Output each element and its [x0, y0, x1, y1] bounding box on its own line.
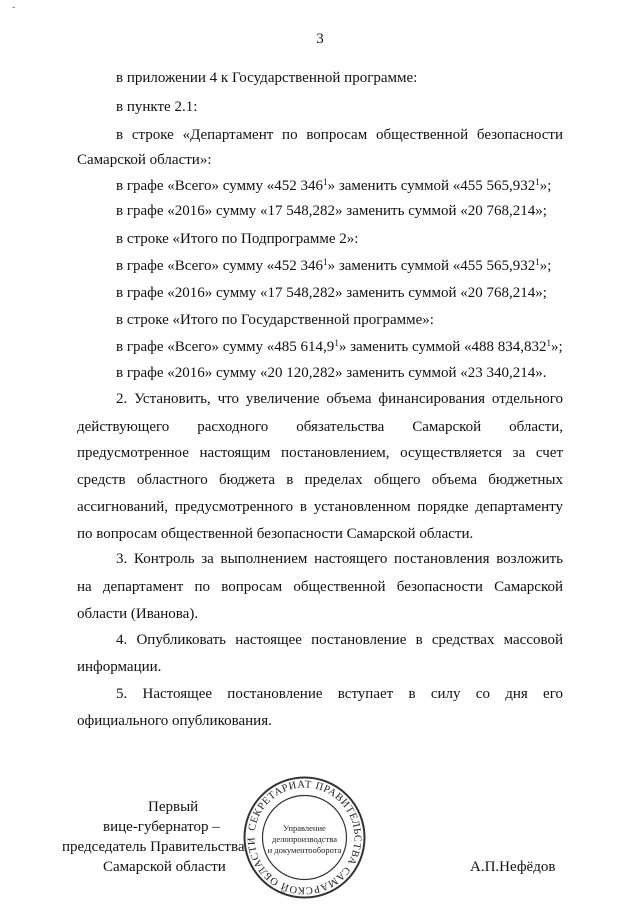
stamp-ring-textpath: СЕКРЕТАРИАТ ПРАВИТЕЛЬСТВА САМАРСКОЙ ОБЛАСТИ	[246, 779, 363, 896]
signatory-name: А.П.Нефёдов	[470, 859, 556, 875]
footnote-mark: 1	[546, 338, 552, 348]
text-line: в пункте 2.1:	[116, 99, 198, 115]
corner-mark: ˇ	[12, 6, 16, 17]
text-span: в графе «Всего» сумму «485 614,9	[116, 339, 335, 355]
text-line: в строке «Итого по Государственной программе»:	[116, 312, 434, 328]
text-span: » заменить суммой «488 834,832	[338, 339, 547, 355]
paragraph-2-line: ассигнований, предусмотренного в установленном порядке департаменту	[77, 499, 563, 515]
paragraph-2-line: 2. Установить, что увеличение объема финансирования отдельного	[116, 391, 563, 407]
paragraph-3-line: 3. Контроль за выполнением настоящего постановления возложить	[116, 551, 563, 567]
text-line: Самарской области»:	[77, 152, 212, 168]
signatory-title-line: вице-губернатор –	[103, 819, 220, 835]
footnote-mark: 1	[535, 257, 540, 267]
paragraph-5-line: официального опубликования.	[77, 713, 272, 729]
text-span: »;	[539, 258, 552, 274]
paragraph-4-line: 4. Опубликовать настоящее постановление в средствах массовой	[116, 632, 563, 648]
text-span: в графе «Всего» сумму «452 346	[116, 258, 324, 274]
stamp-center-line: Управление	[283, 823, 326, 833]
official-stamp	[242, 775, 367, 900]
text-line: в графе «2016» сумму «17 548,282» заменить суммой «20 768,214»;	[116, 285, 547, 301]
paragraph-2-line: предусмотренное настоящим постановлением, осуществляется за счет	[77, 445, 563, 461]
paragraph-2-line: по вопросам общественной безопасности Самарской области.	[77, 526, 474, 542]
footnote-mark: 1	[535, 177, 540, 187]
text-span: »;	[551, 339, 563, 355]
text-span: » заменить суммой «455 565,932	[327, 258, 536, 274]
text-line	[116, 338, 563, 356]
text-span: » заменить суммой «455 565,932	[327, 178, 536, 194]
text-line: в приложении 4 к Государственной программе:	[116, 70, 418, 86]
text-line: в графе «2016» сумму «17 548,282» заменить суммой «20 768,214»;	[116, 203, 547, 219]
text-line	[116, 177, 563, 195]
footnote-mark: 1	[334, 338, 339, 348]
footnote-mark: 1	[323, 177, 328, 187]
text-span: »;	[539, 178, 552, 194]
signatory-title-line: председатель Правительства	[62, 839, 245, 855]
stamp-center-line: и документооборота	[267, 845, 342, 855]
paragraph-4-line: информации.	[77, 659, 162, 675]
text-line: в графе «2016» сумму «20 120,282» заменить суммой «23 340,214».	[116, 365, 547, 381]
signatory-title-line: Самарской области	[103, 859, 226, 875]
page-number: 3	[316, 31, 324, 47]
text-span: в графе «Всего» сумму «452 346	[116, 178, 324, 194]
paragraph-5-line: 5. Настоящее постановление вступает в силу со дня его	[116, 686, 563, 702]
paragraph-2-line: действующего расходного обязательства Самарской области,	[77, 419, 563, 435]
paragraph-3-line: области (Иванова).	[77, 606, 199, 622]
paragraph-3-line: на департамент по вопросам общественной безопасности Самарской	[77, 579, 563, 595]
text-line	[116, 257, 563, 275]
stamp-center-line: делопроизводства	[272, 834, 337, 844]
signatory-title-line: Первый	[148, 799, 199, 815]
footnote-mark: 1	[323, 257, 328, 267]
text-line: в строке «Итого по Подпрограмме 2»:	[116, 231, 359, 247]
paragraph-2-line: средств областного бюджета в пределах общего объема бюджетных	[77, 472, 563, 488]
text-line: в строке «Департамент по вопросам общественной безопасности	[116, 127, 563, 143]
